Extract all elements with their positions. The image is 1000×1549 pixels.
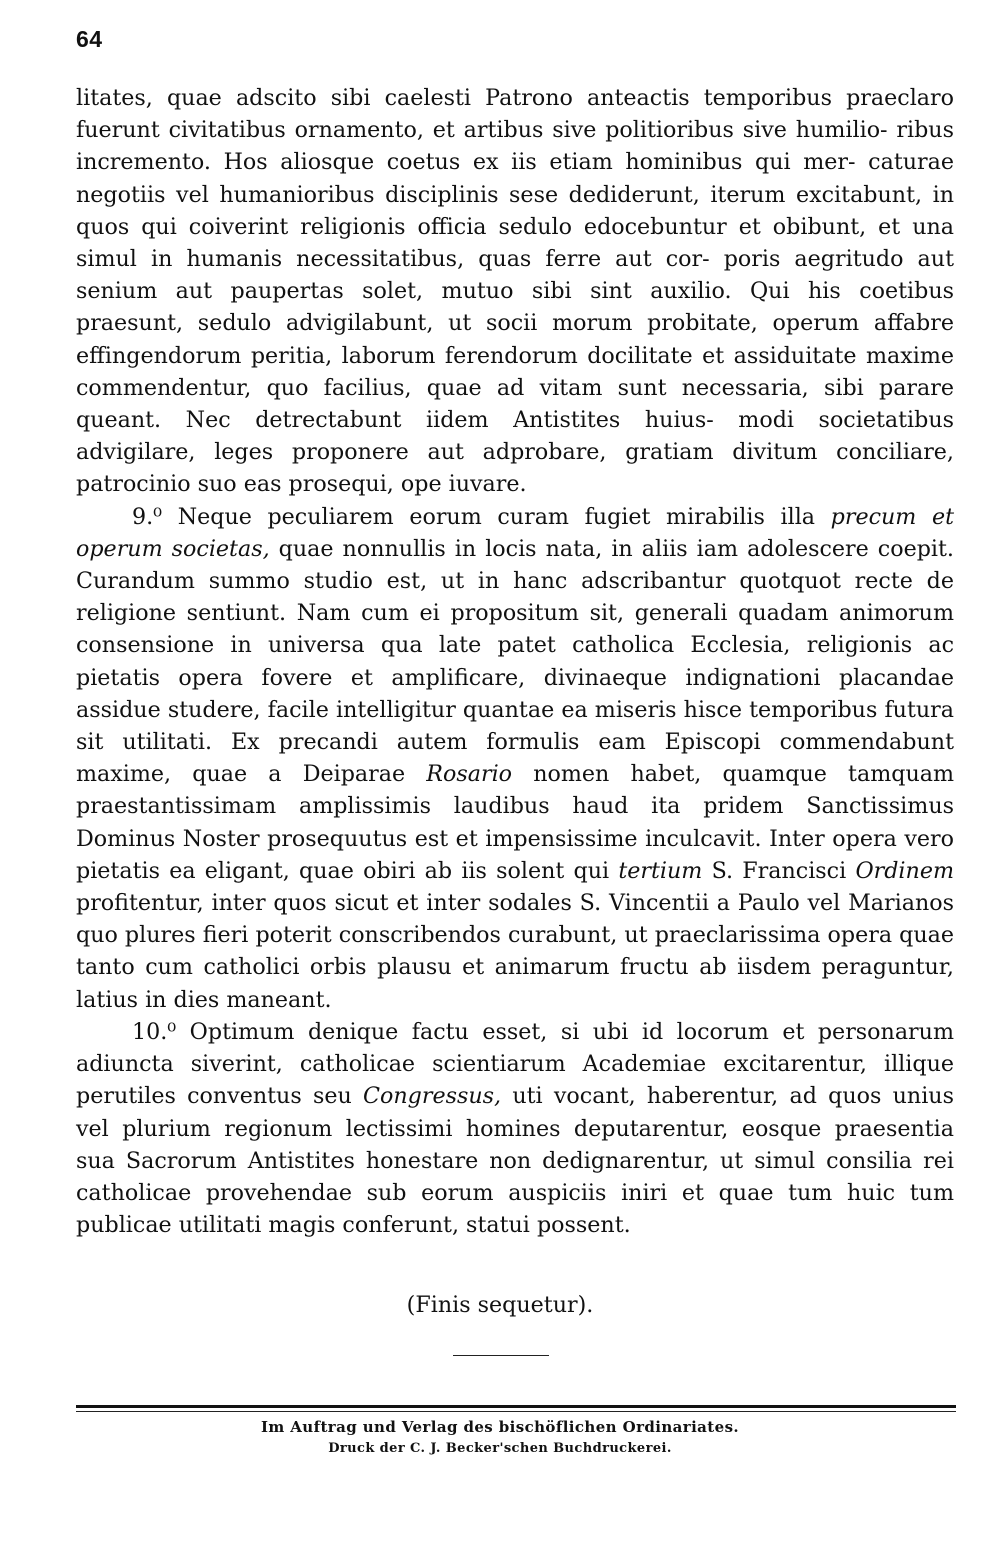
finis-sequetur: (Finis sequetur). [406,1292,594,1318]
imprint-printer: Druck der C. J. Becker'schen Buchdruckerei. [328,1441,672,1456]
line: ribus incremento. Hos aliosque coetus ex iis etiam hominibus qui mer- [76,117,954,176]
line: Qui his coetibus praesunt, sedulo advigilabunt, ut socii morum probitate, [76,278,955,337]
italic-run: Congressus, [363,1083,502,1110]
paragraph-9 [76,501,954,1016]
italic-run: precum et operum societas, [76,503,954,562]
line: operum affabre effingendorum peritia, laborum ferendorum docilitate et [76,310,955,369]
section-number: 10.⁰ [132,1018,177,1045]
paragraph-continued [76,82,954,501]
section-number: 9.⁰ [132,503,163,530]
footer-rule-thick [76,1405,956,1408]
line: excitabunt, in quos qui coiverint religionis officia sedulo edocebuntur [76,181,954,240]
line: assiduitate maxime commendentur, quo facilius, quae ad vitam sunt [76,342,954,401]
line: poris aegritudo aut senium aut paupertas solet, mutuo sibi sint auxilio. [76,246,954,305]
line: et obibunt, et una simul in humanis necessitatibus, quas ferre aut cor- [76,213,955,273]
paragraph-10 [76,1016,954,1241]
text-run: profitentur, inter quos sicut et inter sodales S. Vincentii a Paulo vel Marianos quo plures fieri poterit conscribendos curabunt, ut praeclarissima opera quae tanto cum catholici orbis plausu et animarum fructu ab iisdem peraguntur, latius in dies maneant. [76,890,954,1013]
italic-run: tertium [618,857,703,884]
footer-rule-thin [76,1411,956,1412]
line: modi societatibus advigilare, leges proponere aut adprobare, gratiam [76,407,954,466]
text-run: quae nonnullis in locis nata, in aliis iam adolescere coepit. Curandum summo studio est, ut in hanc adscribantur quotquot recte de religione sentiunt. Nam cum ei propositum sit, generali quadam animorum consensione in universa qua late patet catholica Ecclesia, religionis ac pietatis opera fovere et amplificare, divinaeque indignationi placandae assidue studere, facile intelligitur quantae ea miseris hisce temporibus futura sit utilitati. Ex precandi autem formulis eam Episcopi commendabunt maxime, quae a Deiparae [76,535,954,788]
line: fuerunt civitatibus ornamento, et artibus sive politioribus sive humilio- [76,117,897,144]
imprint-publisher: Im Auftrag und Verlag des bischöflichen Ordinariates. [260,1418,740,1436]
text-run: nomen habet, quamque tamquam praestantissimam amplissimis laudibus haud ita pridem Sanctissimus Dominus Noster prosequutus est et impensissime inculcavit. Inter opera vero pietatis ea eligant, quae obiri ab iis solent qui [76,761,954,884]
italic-run: Rosario [426,761,513,788]
text-run: Optimum denique factu esset, si ubi id locorum et personarum adiuncta siverint, catholicae scientiarum Academiae excitarentur, illique perutiles conventus seu [76,1018,954,1110]
line: divitum conciliare, patrocinio suo eas prosequi, ope iuvare. [76,439,954,498]
text-run: uti vocant, haberentur, ad quos unius vel plurium regionum lectissimi homines deputarentur, eosque praesentia sua Sacrorum Antistites honestare non dedignarentur, ut simul consilia rei catholicae provehendae sub eorum auspiciis iniri et quae tum huic tum publicae utilitati magis conferunt, statui possent. [76,1083,954,1239]
italic-run: Ordinem [855,857,954,884]
document-body [76,82,954,1241]
page-number: 64 [76,26,103,52]
text-run: S. Francisci [702,857,856,884]
line: litates, quae adscito sibi caelesti Patrono anteactis temporibus praeclaro [76,85,954,111]
text-run: Neque peculiarem eorum curam fugiet mirabilis illa [162,503,831,530]
line: necessaria, sibi parare queant. Nec detrectabunt iidem Antistites huius- [76,374,954,434]
line: caturae negotiis vel humanioribus disciplinis sese dediderunt, iterum [76,149,954,208]
short-divider [453,1355,549,1356]
